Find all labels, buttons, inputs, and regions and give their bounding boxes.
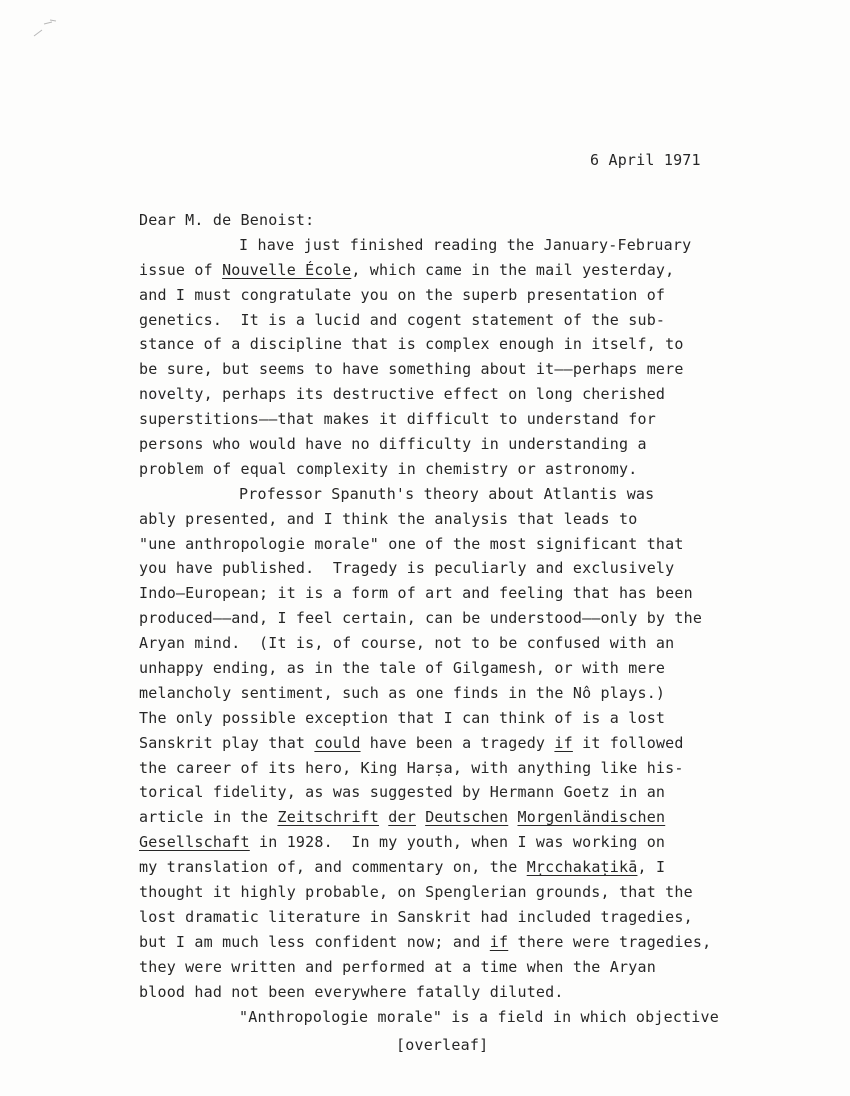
salutation: Dear M. de Benoist: [139,211,315,229]
journal-title: Nouvelle École [222,260,352,279]
emphasis: could [314,733,361,752]
body-line [139,805,819,830]
body-line: novelty, perhaps its destructive effect on long cherished [139,385,666,404]
letter-body [139,208,819,1029]
body-line: "Anthropologie morale" is a field in which objective [239,1007,719,1026]
line-text: article in the [139,808,278,827]
line-text: in 1928. In my youth, when I was working on [249,833,666,852]
body-line [139,258,819,283]
emphasis: if [554,733,573,752]
body-line [139,830,819,855]
body-line: The only possible exception that I can think of is a lost [139,708,666,727]
line-text: it followed [572,733,684,752]
overleaf-note: [overleaf] [396,1036,489,1054]
body-line: Indo—European; it is a form of art and feeling that has been [139,584,693,603]
line-text: , I [637,858,666,877]
journal-title: Morgenländischen [517,808,666,827]
journal-title: der [388,808,416,827]
pencil-mark-icon [30,18,64,40]
body-line: the career of its hero, King Harṣa, with anything like his- [139,758,684,777]
body-line: stance of a discipline that is complex enough in itself, to [139,335,684,354]
journal-title: Gesellschaft [139,833,250,852]
line-text: my translation of, and commentary on, the [139,858,527,877]
emphasis: if [489,932,509,951]
body-line [139,731,819,756]
line-text: have been a tragedy [360,733,555,752]
body-line: melancholy sentiment, such as one finds in the Nô plays.) [139,683,666,702]
body-line: thought it highly probable, on Spenglerian grounds, that the [139,883,693,902]
line-text: issue of [139,260,223,279]
line-text: there were tragedies, [508,932,712,951]
body-line: superstitions——that makes it difficult to understand for [139,410,656,429]
line-text: Sanskrit play that [139,733,315,752]
body-line: unhappy ending, as in the tale of Gilgamesh, or with mere [139,659,666,678]
journal-title: Zeitschrift [277,808,380,827]
body-line: "une anthropologie morale" one of the most significant that [139,534,684,553]
body-line: lost dramatic literature in Sanskrit had included tragedies, [139,907,693,926]
body-line: persons who would have no difficulty in understanding a [139,435,647,454]
letter-date: 6 April 1971 [590,151,701,169]
body-line: ably presented, and I think the analysis that leads to [139,509,638,528]
journal-title: Deutschen [425,808,509,827]
body-line: you have published. Tragedy is peculiarly and exclusively [139,559,675,578]
line-text: but I am much less confident now; and [139,932,490,951]
body-line: they were written and performed at a time when the Aryan [139,957,656,976]
line-text: , which came in the mail yesterday, [351,260,675,279]
body-line: produced——and, I feel certain, can be understood——only by the [139,609,703,628]
body-line [139,930,819,955]
play-title: Mṛcchakaṭikā [526,858,638,877]
body-line: I have just finished reading the January-February [239,235,692,254]
body-line [139,855,819,880]
body-line: blood had not been everywhere fatally diluted. [139,982,564,1001]
body-line: problem of equal complexity in chemistry or astronomy. [139,459,638,478]
body-line: and I must congratulate you on the superb presentation of [139,285,666,304]
body-line: be sure, but seems to have something about it——perhaps mere [139,360,684,379]
body-line: torical fidelity, as was suggested by Hermann Goetz in an [139,783,666,802]
body-line: Aryan mind. (It is, of course, not to be confused with an [139,634,675,653]
body-line: Professor Spanuth's theory about Atlantis was [239,484,655,503]
body-line: genetics. It is a lucid and cogent statement of the sub- [139,310,666,329]
